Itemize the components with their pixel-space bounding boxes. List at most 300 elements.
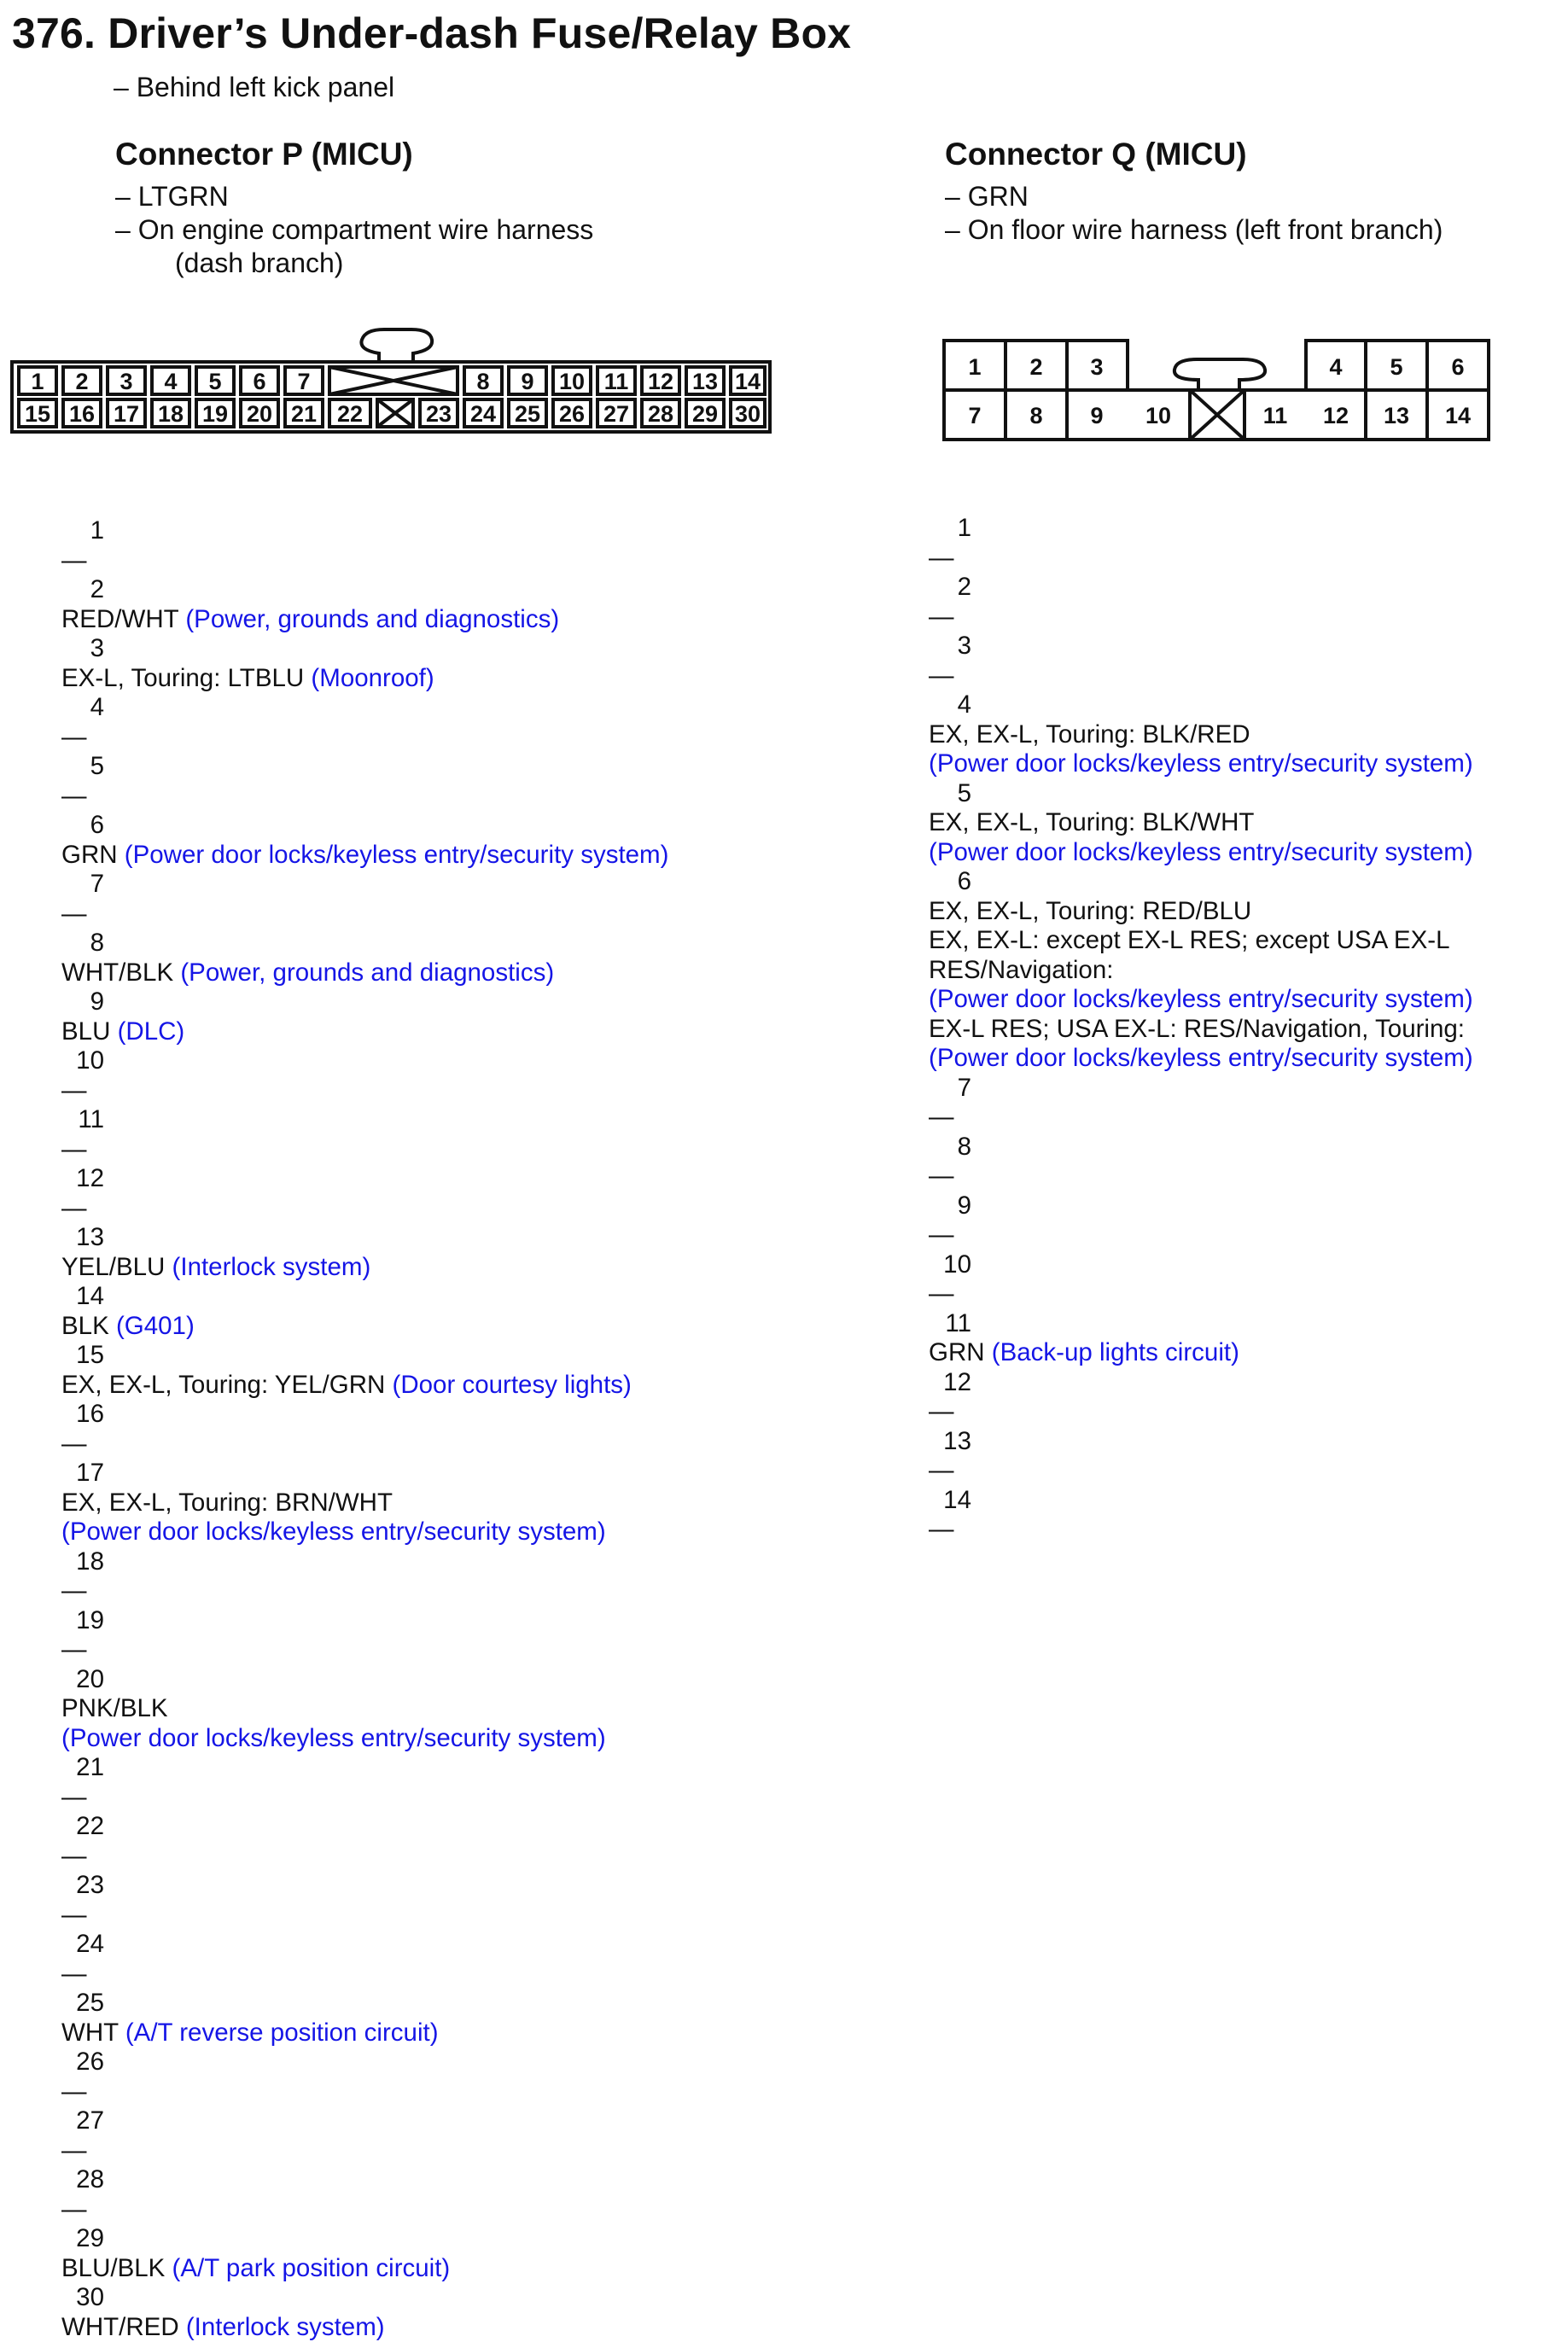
pin-entry <box>61 2165 668 2224</box>
pin-entry <box>61 1046 668 1105</box>
pin-description-line <box>929 1015 1473 1045</box>
pin-description <box>61 782 668 812</box>
p-pin-label: 10 <box>559 369 585 394</box>
pin-description-line <box>61 1842 668 1872</box>
p-pin-label: 25 <box>515 401 540 427</box>
connector-p-pin-list <box>61 516 668 2342</box>
circuit-reference-link[interactable]: (Power door locks/keyless entry/security system) <box>929 985 1473 1013</box>
unused-dash: — <box>61 1576 87 1605</box>
pin-description <box>61 664 668 694</box>
pin-description-line <box>929 838 1473 868</box>
pin-description <box>929 544 1473 574</box>
pin-description-line <box>61 2019 668 2048</box>
pin-entry <box>61 870 668 929</box>
pin-description-line <box>61 1518 668 1547</box>
pin-number: 27 <box>61 2106 104 2136</box>
p-pin-label: 16 <box>69 401 95 427</box>
pin-number: 14 <box>929 1486 971 1516</box>
circuit-reference-link[interactable]: (Power door locks/keyless entry/security system) <box>61 1518 606 1546</box>
pin-entry <box>61 1989 668 2048</box>
pin-entry <box>929 1427 1473 1486</box>
pin-description <box>61 900 668 929</box>
q-pin-label: 10 <box>1145 403 1171 428</box>
pin-number: 15 <box>61 1341 104 1371</box>
pin-description-line <box>929 808 1473 838</box>
pin-description-line <box>61 1017 668 1047</box>
pin-description-line <box>61 1783 668 1813</box>
pin-description-line <box>929 985 1473 1015</box>
unused-dash: — <box>61 1135 87 1163</box>
p-pin-label: 4 <box>164 369 177 394</box>
pin-description-line <box>61 782 668 812</box>
pin-description <box>61 1489 668 1547</box>
pin-number: 28 <box>61 2165 104 2195</box>
pin-description-line <box>929 1103 1473 1133</box>
circuit-reference-link[interactable]: (Door courtesy lights) <box>393 1371 632 1399</box>
pin-number: 16 <box>61 1400 104 1430</box>
p-pin-label: 23 <box>426 401 452 427</box>
pin-description-line <box>61 1253 668 1283</box>
pin-description-line <box>61 1312 668 1342</box>
pin-description-line <box>929 1397 1473 1427</box>
pin-number: 9 <box>61 987 104 1017</box>
q-pin-label: 7 <box>968 403 981 428</box>
p-pin-label: 11 <box>604 369 629 394</box>
pin-entry <box>61 693 668 752</box>
unused-dash: — <box>61 1901 87 1929</box>
pin-description-line <box>61 664 668 694</box>
pin-number: 13 <box>929 1427 971 1457</box>
circuit-reference-link[interactable]: (Power, grounds and diagnostics) <box>180 958 554 987</box>
pin-entry <box>61 811 668 870</box>
unused-dash: — <box>61 782 87 810</box>
pin-description-line <box>61 2136 668 2166</box>
pin-description-line <box>61 1694 668 1724</box>
pin-number: 8 <box>929 1133 971 1162</box>
pin-number: 11 <box>929 1309 971 1339</box>
pin-description <box>61 605 668 635</box>
pin-number: 1 <box>929 514 971 544</box>
pin-number: 18 <box>61 1547 104 1577</box>
pin-description <box>61 2254 668 2284</box>
pin-number: 3 <box>929 632 971 661</box>
pin-entry <box>61 1871 668 1930</box>
pin-entry <box>929 1250 1473 1309</box>
pin-description-line <box>929 897 1473 927</box>
pin-description-line <box>929 749 1473 779</box>
pin-entry <box>61 1665 668 1754</box>
pin-entry <box>61 929 668 987</box>
pin-entry <box>61 1400 668 1459</box>
pin-description-line <box>929 1456 1473 1486</box>
pin-entry <box>929 1309 1473 1368</box>
wire-color: YEL/BLU <box>61 1253 172 1281</box>
pin-entry <box>61 1341 668 1400</box>
pin-description <box>929 1338 1473 1368</box>
unused-dash: — <box>61 1842 87 1870</box>
pin-description <box>929 1456 1473 1486</box>
pin-entry <box>61 634 668 693</box>
pin-number: 12 <box>929 1368 971 1398</box>
pin-entry <box>61 1547 668 1606</box>
unused-dash: — <box>929 661 954 690</box>
location-note: – Behind left kick panel <box>114 72 394 103</box>
pin-entry <box>61 1606 668 1665</box>
p-pin-label: 19 <box>202 401 228 427</box>
unused-dash: — <box>61 1783 87 1811</box>
p-pin-label: 14 <box>735 369 761 394</box>
pin-number: 14 <box>61 1282 104 1312</box>
q-pin-label: 14 <box>1445 403 1471 428</box>
pin-description <box>929 1103 1473 1133</box>
pin-number: 23 <box>61 1871 104 1901</box>
circuit-reference-link[interactable]: (Interlock system) <box>186 2313 385 2341</box>
pin-entry <box>61 1930 668 1989</box>
pin-description <box>61 2136 668 2166</box>
circuit-reference-link[interactable]: (Power door locks/keyless entry/security system) <box>61 1724 606 1752</box>
unused-dash: — <box>61 1635 87 1663</box>
pin-description-line <box>61 2077 668 2107</box>
pin-number: 11 <box>61 1105 104 1135</box>
connector-p-color: – LTGRN <box>115 180 229 213</box>
wire-color: PNK/BLK <box>61 1694 168 1722</box>
wire-color: EX, EX-L, Touring: BLK/RED <box>929 720 1250 749</box>
pin-description-line <box>929 926 1473 956</box>
unused-dash: — <box>929 1279 954 1308</box>
pin-number: 4 <box>61 693 104 723</box>
pin-number: 9 <box>929 1191 971 1221</box>
pin-description-line <box>61 2313 668 2342</box>
p-pin-label: 29 <box>692 401 718 427</box>
unused-dash: — <box>61 723 87 751</box>
q-pin-label: 1 <box>968 354 981 380</box>
p-pin-label: 30 <box>735 401 761 427</box>
pin-number: 10 <box>61 1046 104 1076</box>
circuit-reference-link[interactable]: (A/T park position circuit) <box>172 2254 451 2282</box>
pin-description <box>61 1960 668 1990</box>
pin-description-line <box>929 1044 1473 1074</box>
pin-description-line <box>61 1135 668 1165</box>
pin-description <box>929 897 1473 1074</box>
pin-description <box>61 723 668 753</box>
p-pin-label: 17 <box>114 401 139 427</box>
connector-p-branch: (dash branch) <box>175 247 343 280</box>
q-pin-label: 11 <box>1263 403 1288 428</box>
pin-description <box>61 546 668 576</box>
pin-description-line <box>929 1338 1473 1368</box>
wire-color: RED/WHT <box>61 605 185 633</box>
pin-description-line <box>929 720 1473 750</box>
connector-q-color: – GRN <box>945 180 1029 213</box>
p-pin-label: 28 <box>648 401 673 427</box>
pin-description-line <box>61 1724 668 1754</box>
pin-number: 20 <box>61 1665 104 1695</box>
wire-color: BLU <box>61 1017 118 1046</box>
pin-description-line <box>61 605 668 635</box>
p-pin-label: 18 <box>158 401 184 427</box>
pin-description <box>929 1397 1473 1427</box>
q-pin-label: 12 <box>1323 403 1349 428</box>
pin-entry <box>929 573 1473 632</box>
wire-color: EX, EX-L, Touring: BRN/WHT <box>61 1489 393 1517</box>
p-pin-label: 5 <box>208 369 221 394</box>
unused-dash: — <box>61 546 87 574</box>
unused-dash: — <box>61 1960 87 1988</box>
pin-description-line <box>61 1371 668 1401</box>
pin-entry <box>61 2224 668 2283</box>
q-pin-label: 8 <box>1029 403 1042 428</box>
pin-entry <box>61 1753 668 1812</box>
pin-description <box>929 1279 1473 1309</box>
q-pin-label: 5 <box>1390 354 1402 380</box>
q-pin-label: 4 <box>1329 354 1342 380</box>
pin-description <box>61 1135 668 1165</box>
pin-description <box>929 808 1473 867</box>
pin-description-line <box>61 1430 668 1459</box>
wire-color: BLU/BLK <box>61 2254 172 2282</box>
pin-entry <box>929 1074 1473 1133</box>
pin-number: 17 <box>61 1459 104 1489</box>
pin-description-line <box>61 1960 668 1990</box>
pin-description-line <box>61 2254 668 2284</box>
circuit-reference-link[interactable]: (Power door locks/keyless entry/security system) <box>125 841 669 869</box>
unused-dash: — <box>61 1076 87 1104</box>
pin-number: 6 <box>61 811 104 841</box>
pin-number: 29 <box>61 2224 104 2254</box>
unused-dash: — <box>929 1103 954 1131</box>
pin-entry <box>61 1105 668 1164</box>
connector-q-harness: – On floor wire harness (left front branch) <box>945 213 1443 247</box>
unused-dash: — <box>929 1456 954 1484</box>
unused-dash: — <box>61 1194 87 1222</box>
unused-dash: — <box>61 1430 87 1458</box>
pin-number: 5 <box>929 779 971 809</box>
pin-description <box>61 1635 668 1665</box>
q-pin-label: 9 <box>1090 403 1103 428</box>
circuit-reference-link[interactable]: (Power, grounds and diagnostics) <box>185 605 559 633</box>
pin-entry <box>61 1459 668 1547</box>
unused-dash: — <box>61 2195 87 2223</box>
pin-number: 2 <box>929 573 971 603</box>
pin-description <box>61 841 668 871</box>
pin-number: 10 <box>929 1250 971 1280</box>
pin-entry <box>929 1133 1473 1191</box>
pin-description-line <box>929 1515 1473 1545</box>
pin-description <box>61 1901 668 1931</box>
pin-description <box>929 1515 1473 1545</box>
circuit-reference-link[interactable]: (Interlock system) <box>172 1253 371 1281</box>
pin-number: 3 <box>61 634 104 664</box>
pin-entry <box>61 2283 668 2342</box>
pin-description <box>61 958 668 988</box>
pin-description <box>929 1162 1473 1191</box>
pin-number: 6 <box>929 867 971 897</box>
pin-number: 13 <box>61 1223 104 1253</box>
pin-number: 8 <box>61 929 104 958</box>
unused-dash: — <box>61 2077 87 2106</box>
pin-description <box>61 2077 668 2107</box>
pin-description-line <box>61 1576 668 1606</box>
p-pin-label: 12 <box>648 369 673 394</box>
pin-description-line <box>61 1194 668 1224</box>
wire-color: EX-L, Touring: LTBLU <box>61 664 311 692</box>
pin-description <box>929 720 1473 779</box>
unused-dash: — <box>61 900 87 928</box>
pin-number: 26 <box>61 2048 104 2077</box>
pin-entry <box>929 867 1473 1074</box>
pin-description-line <box>929 1162 1473 1191</box>
p-pin-label: 3 <box>119 369 132 394</box>
wire-color: GRN <box>61 841 125 869</box>
pin-description-line <box>929 1279 1473 1309</box>
circuit-reference-link[interactable]: (DLC) <box>118 1017 185 1046</box>
pin-number: 22 <box>61 1812 104 1842</box>
pin-entry <box>929 1191 1473 1250</box>
wire-color: EX-L RES; USA EX-L: RES/Navigation, Touring: <box>929 1015 1465 1043</box>
connector-p-harness: – On engine compartment wire harness <box>115 213 593 247</box>
unused-dash: — <box>929 603 954 631</box>
p-pin-label: 21 <box>291 401 317 427</box>
pin-description-line <box>61 1635 668 1665</box>
pin-description <box>61 2019 668 2048</box>
pin-entry <box>61 1223 668 1282</box>
pin-description-line <box>929 603 1473 632</box>
pin-entry <box>929 1368 1473 1427</box>
unused-dash: — <box>929 1221 954 1249</box>
wire-color: BLK <box>61 1312 116 1340</box>
wire-color: EX, EX-L, Touring: RED/BLU <box>929 897 1251 925</box>
circuit-reference-link[interactable]: (Back-up lights circuit) <box>992 1338 1239 1366</box>
circuit-reference-link[interactable]: (Power door locks/keyless entry/security system) <box>929 749 1473 778</box>
p-pin-label: 20 <box>247 401 272 427</box>
pin-entry <box>61 1812 668 1871</box>
pin-description <box>61 1430 668 1459</box>
pin-number: 5 <box>61 752 104 782</box>
p-pin-label: 27 <box>603 401 629 427</box>
p-pin-label: 9 <box>521 369 533 394</box>
pin-entry <box>61 752 668 811</box>
connector-p-diagram <box>9 324 777 444</box>
pin-description-line <box>61 1076 668 1106</box>
pin-description <box>61 1076 668 1106</box>
connector-p-heading: Connector P (MICU) <box>115 137 413 172</box>
pin-number: 2 <box>61 575 104 605</box>
pin-description <box>929 1221 1473 1250</box>
pin-description <box>61 1194 668 1224</box>
pin-description-line <box>61 1901 668 1931</box>
connector-q-heading: Connector Q (MICU) <box>945 137 1247 172</box>
p-pin-label: 22 <box>337 401 363 427</box>
unused-dash: — <box>61 2136 87 2164</box>
q-pin-label: 2 <box>1029 354 1042 380</box>
page-title: 376. Driver’s Under-dash Fuse/Relay Box <box>12 9 851 58</box>
pin-number: 7 <box>929 1074 971 1104</box>
pin-description <box>61 1312 668 1342</box>
pin-number: 21 <box>61 1753 104 1783</box>
pin-description <box>61 1842 668 1872</box>
pin-description-line <box>929 956 1473 986</box>
pin-description <box>61 1017 668 1047</box>
pin-number: 12 <box>61 1164 104 1194</box>
q-pin-label: 13 <box>1384 403 1409 428</box>
pin-description-line <box>61 546 668 576</box>
p-pin-label: 7 <box>297 369 310 394</box>
pin-description-line <box>61 900 668 929</box>
circuit-reference-link[interactable]: (A/T reverse position circuit) <box>125 2019 439 2047</box>
pin-description <box>61 1783 668 1813</box>
p-pin-label: 15 <box>25 401 50 427</box>
p-pin-label: 2 <box>75 369 88 394</box>
pin-description-line <box>929 544 1473 574</box>
circuit-reference-link[interactable]: (Power door locks/keyless entry/security system) <box>929 1044 1473 1072</box>
pin-entry <box>61 575 668 634</box>
pin-number: 19 <box>61 1606 104 1636</box>
pin-number: 30 <box>61 2283 104 2313</box>
wire-color: WHT <box>61 2019 125 2047</box>
wire-color: EX, EX-L, Touring: YEL/GRN <box>61 1371 393 1399</box>
pin-description-line <box>61 958 668 988</box>
unused-dash: — <box>929 1397 954 1425</box>
pin-description-line <box>61 2195 668 2225</box>
unused-dash: — <box>929 1515 954 1543</box>
wire-color: RES/Navigation: <box>929 956 1113 984</box>
pin-description <box>61 1576 668 1606</box>
pin-entry <box>61 2106 668 2165</box>
p-pin-label: 6 <box>253 369 265 394</box>
connector-q-diagram <box>941 337 1495 452</box>
pin-description-line <box>61 723 668 753</box>
circuit-reference-link[interactable]: (Power door locks/keyless entry/security system) <box>929 838 1473 866</box>
pin-number: 7 <box>61 870 104 900</box>
p-pin-label: 26 <box>559 401 585 427</box>
connector-q-pin-list <box>929 514 1473 1545</box>
pin-entry <box>929 779 1473 868</box>
pin-number: 25 <box>61 1989 104 2019</box>
pin-description <box>61 1253 668 1283</box>
pin-entry <box>61 1164 668 1223</box>
p-pin-label: 1 <box>31 369 44 394</box>
pin-description <box>61 1371 668 1401</box>
wire-color: WHT/BLK <box>61 958 180 987</box>
q-pin-label: 6 <box>1451 354 1464 380</box>
unused-dash: — <box>929 544 954 572</box>
pin-description <box>61 2313 668 2342</box>
pin-entry <box>61 2048 668 2106</box>
pin-entry <box>929 514 1473 573</box>
pin-entry <box>61 987 668 1046</box>
unused-dash: — <box>929 1162 954 1190</box>
pin-number: 1 <box>61 516 104 546</box>
pin-entry <box>929 1486 1473 1545</box>
circuit-reference-link[interactable]: (G401) <box>116 1312 195 1340</box>
pin-description <box>61 1694 668 1753</box>
p-pin-label: 24 <box>470 401 496 427</box>
pin-number: 4 <box>929 690 971 720</box>
p-pin-label: 13 <box>692 369 718 394</box>
pin-description-line <box>61 1489 668 1518</box>
wire-color: EX, EX-L: except EX-L RES; except USA EX-L <box>929 926 1449 954</box>
pin-description <box>61 2195 668 2225</box>
pin-description-line <box>61 841 668 871</box>
pin-entry <box>929 632 1473 690</box>
pin-description-line <box>929 661 1473 691</box>
q-pin-label: 3 <box>1090 354 1103 380</box>
pin-entry <box>61 1282 668 1341</box>
wire-color: GRN <box>929 1338 992 1366</box>
wire-color: WHT/RED <box>61 2313 186 2341</box>
circuit-reference-link[interactable]: (Moonroof) <box>311 664 434 692</box>
pin-description <box>929 661 1473 691</box>
